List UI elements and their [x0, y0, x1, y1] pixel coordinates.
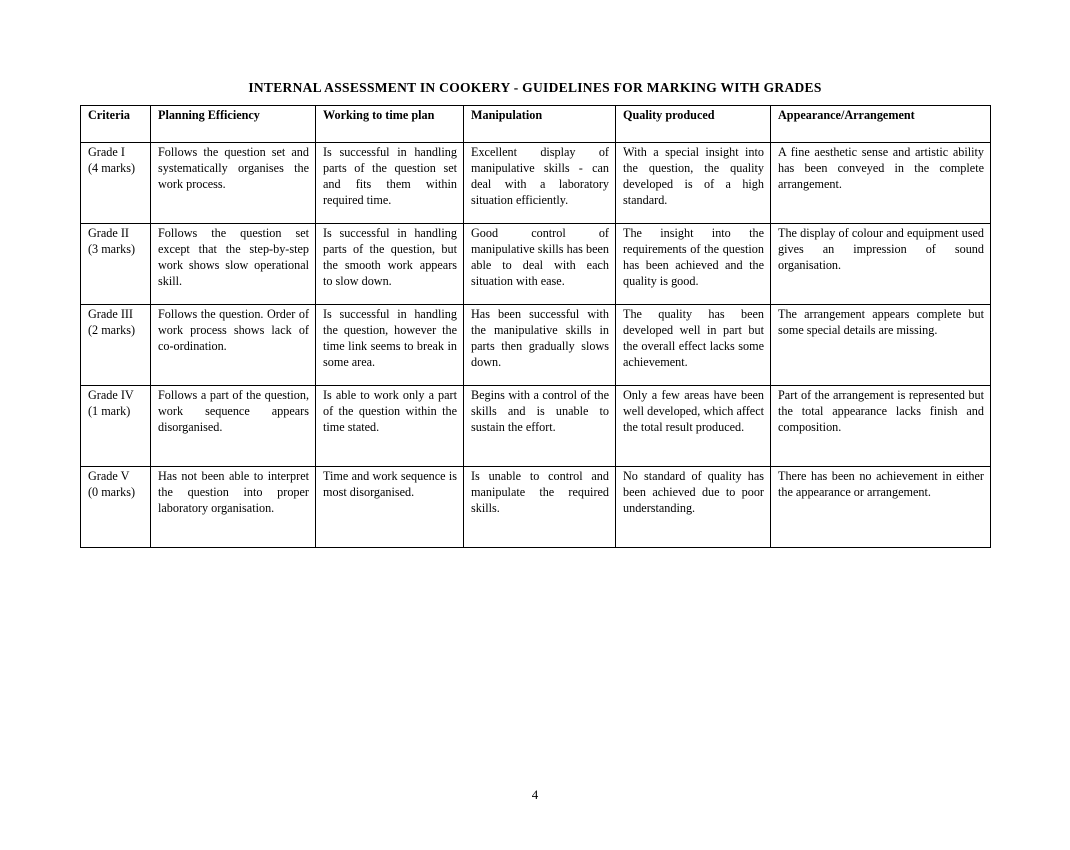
- grade-cell: [81, 224, 151, 305]
- working-to-time-plan-cell: Is able to work only a part of the question within the time stated.: [316, 386, 464, 467]
- grade-label: Grade IV: [88, 388, 134, 402]
- planning-efficiency-cell: Follows a part of the question, work sequence appears disorganised.: [151, 386, 316, 467]
- appearance-arrangement-cell: The arrangement appears complete but some special details are missing.: [771, 305, 991, 386]
- quality-produced-cell: With a special insight into the question, the quality developed is of a high standard.: [616, 143, 771, 224]
- working-to-time-plan-cell: Time and work sequence is most disorganised.: [316, 467, 464, 548]
- grade-marks: (3 marks): [88, 242, 136, 256]
- header-appearance-arrangement: Appearance/Arrangement: [771, 106, 991, 143]
- page-number: 4: [531, 787, 539, 802]
- appearance-arrangement-cell: There has been no achievement in either the appearance or arrangement.: [771, 467, 991, 548]
- manipulation-cell: Good control of manipulative skills has been able to deal with each situation with ease.: [464, 224, 616, 305]
- working-to-time-plan-cell: Is successful in handling parts of the question, but the smooth work appears to slow down.: [316, 224, 464, 305]
- quality-produced-cell: The quality has been developed well in part but the overall effect lacks some achievement.: [616, 305, 771, 386]
- manipulation-cell: Has been successful with the manipulative skills in parts then gradually slows down.: [464, 305, 616, 386]
- table-row: [81, 305, 991, 386]
- grade-marks: (0 marks): [88, 485, 136, 499]
- grading-table: [80, 105, 991, 548]
- header-criteria: Criteria: [81, 106, 151, 143]
- manipulation-cell: Is unable to control and manipulate the required skills.: [464, 467, 616, 548]
- appearance-arrangement-cell: The display of colour and equipment used gives an impression of sound organisation.: [771, 224, 991, 305]
- header-working-to-time-plan: Working to time plan: [316, 106, 464, 143]
- grade-cell: [81, 386, 151, 467]
- header-manipulation: Manipulation: [464, 106, 616, 143]
- planning-efficiency-cell: Follows the question set and systematically organises the work process.: [151, 143, 316, 224]
- grade-cell: [81, 143, 151, 224]
- grade-label: Grade III: [88, 307, 133, 321]
- grade-label: Grade II: [88, 226, 129, 240]
- planning-efficiency-cell: Follows the question. Order of work process shows lack of co-ordination.: [151, 305, 316, 386]
- working-to-time-plan-cell: Is successful in handling the question, however the time link seems to break in some area.: [316, 305, 464, 386]
- header-planning-efficiency: Planning Efficiency: [151, 106, 316, 143]
- document-title: INTERNAL ASSESSMENT IN COOKERY - GUIDELINES FOR MARKING WITH GRADES: [248, 80, 822, 95]
- working-to-time-plan-cell: Is successful in handling parts of the question set and fits them within required time.: [316, 143, 464, 224]
- appearance-arrangement-cell: A fine aesthetic sense and artistic ability has been conveyed in the complete arrangement.: [771, 143, 991, 224]
- header-quality-produced: Quality produced: [616, 106, 771, 143]
- grade-marks: (2 marks): [88, 323, 136, 337]
- planning-efficiency-cell: Follows the question set except that the step-by-step work shows slow operational skill.: [151, 224, 316, 305]
- quality-produced-cell: No standard of quality has been achieved due to poor understanding.: [616, 467, 771, 548]
- grade-cell: [81, 467, 151, 548]
- quality-produced-cell: The insight into the requirements of the question has been achieved and the quality is good.: [616, 224, 771, 305]
- table-row: [81, 386, 991, 467]
- manipulation-cell: Excellent display of manipulative skills - can deal with a laboratory situation efficiently.: [464, 143, 616, 224]
- manipulation-cell: Begins with a control of the skills and is unable to sustain the effort.: [464, 386, 616, 467]
- quality-produced-cell: Only a few areas have been well developed, which affect the total result produced.: [616, 386, 771, 467]
- grade-cell: [81, 305, 151, 386]
- grade-label: Grade I: [88, 145, 125, 159]
- table-row: [81, 224, 991, 305]
- table-row: [81, 467, 991, 548]
- grade-marks: (4 marks): [88, 161, 136, 175]
- grade-marks: (1 mark): [88, 404, 131, 418]
- grade-label: Grade V: [88, 469, 130, 483]
- table-header-row: [81, 106, 991, 143]
- planning-efficiency-cell: Has not been able to interpret the question into proper laboratory organisation.: [151, 467, 316, 548]
- appearance-arrangement-cell: Part of the arrangement is represented but the total appearance lacks finish and composition.: [771, 386, 991, 467]
- table-row: [81, 143, 991, 224]
